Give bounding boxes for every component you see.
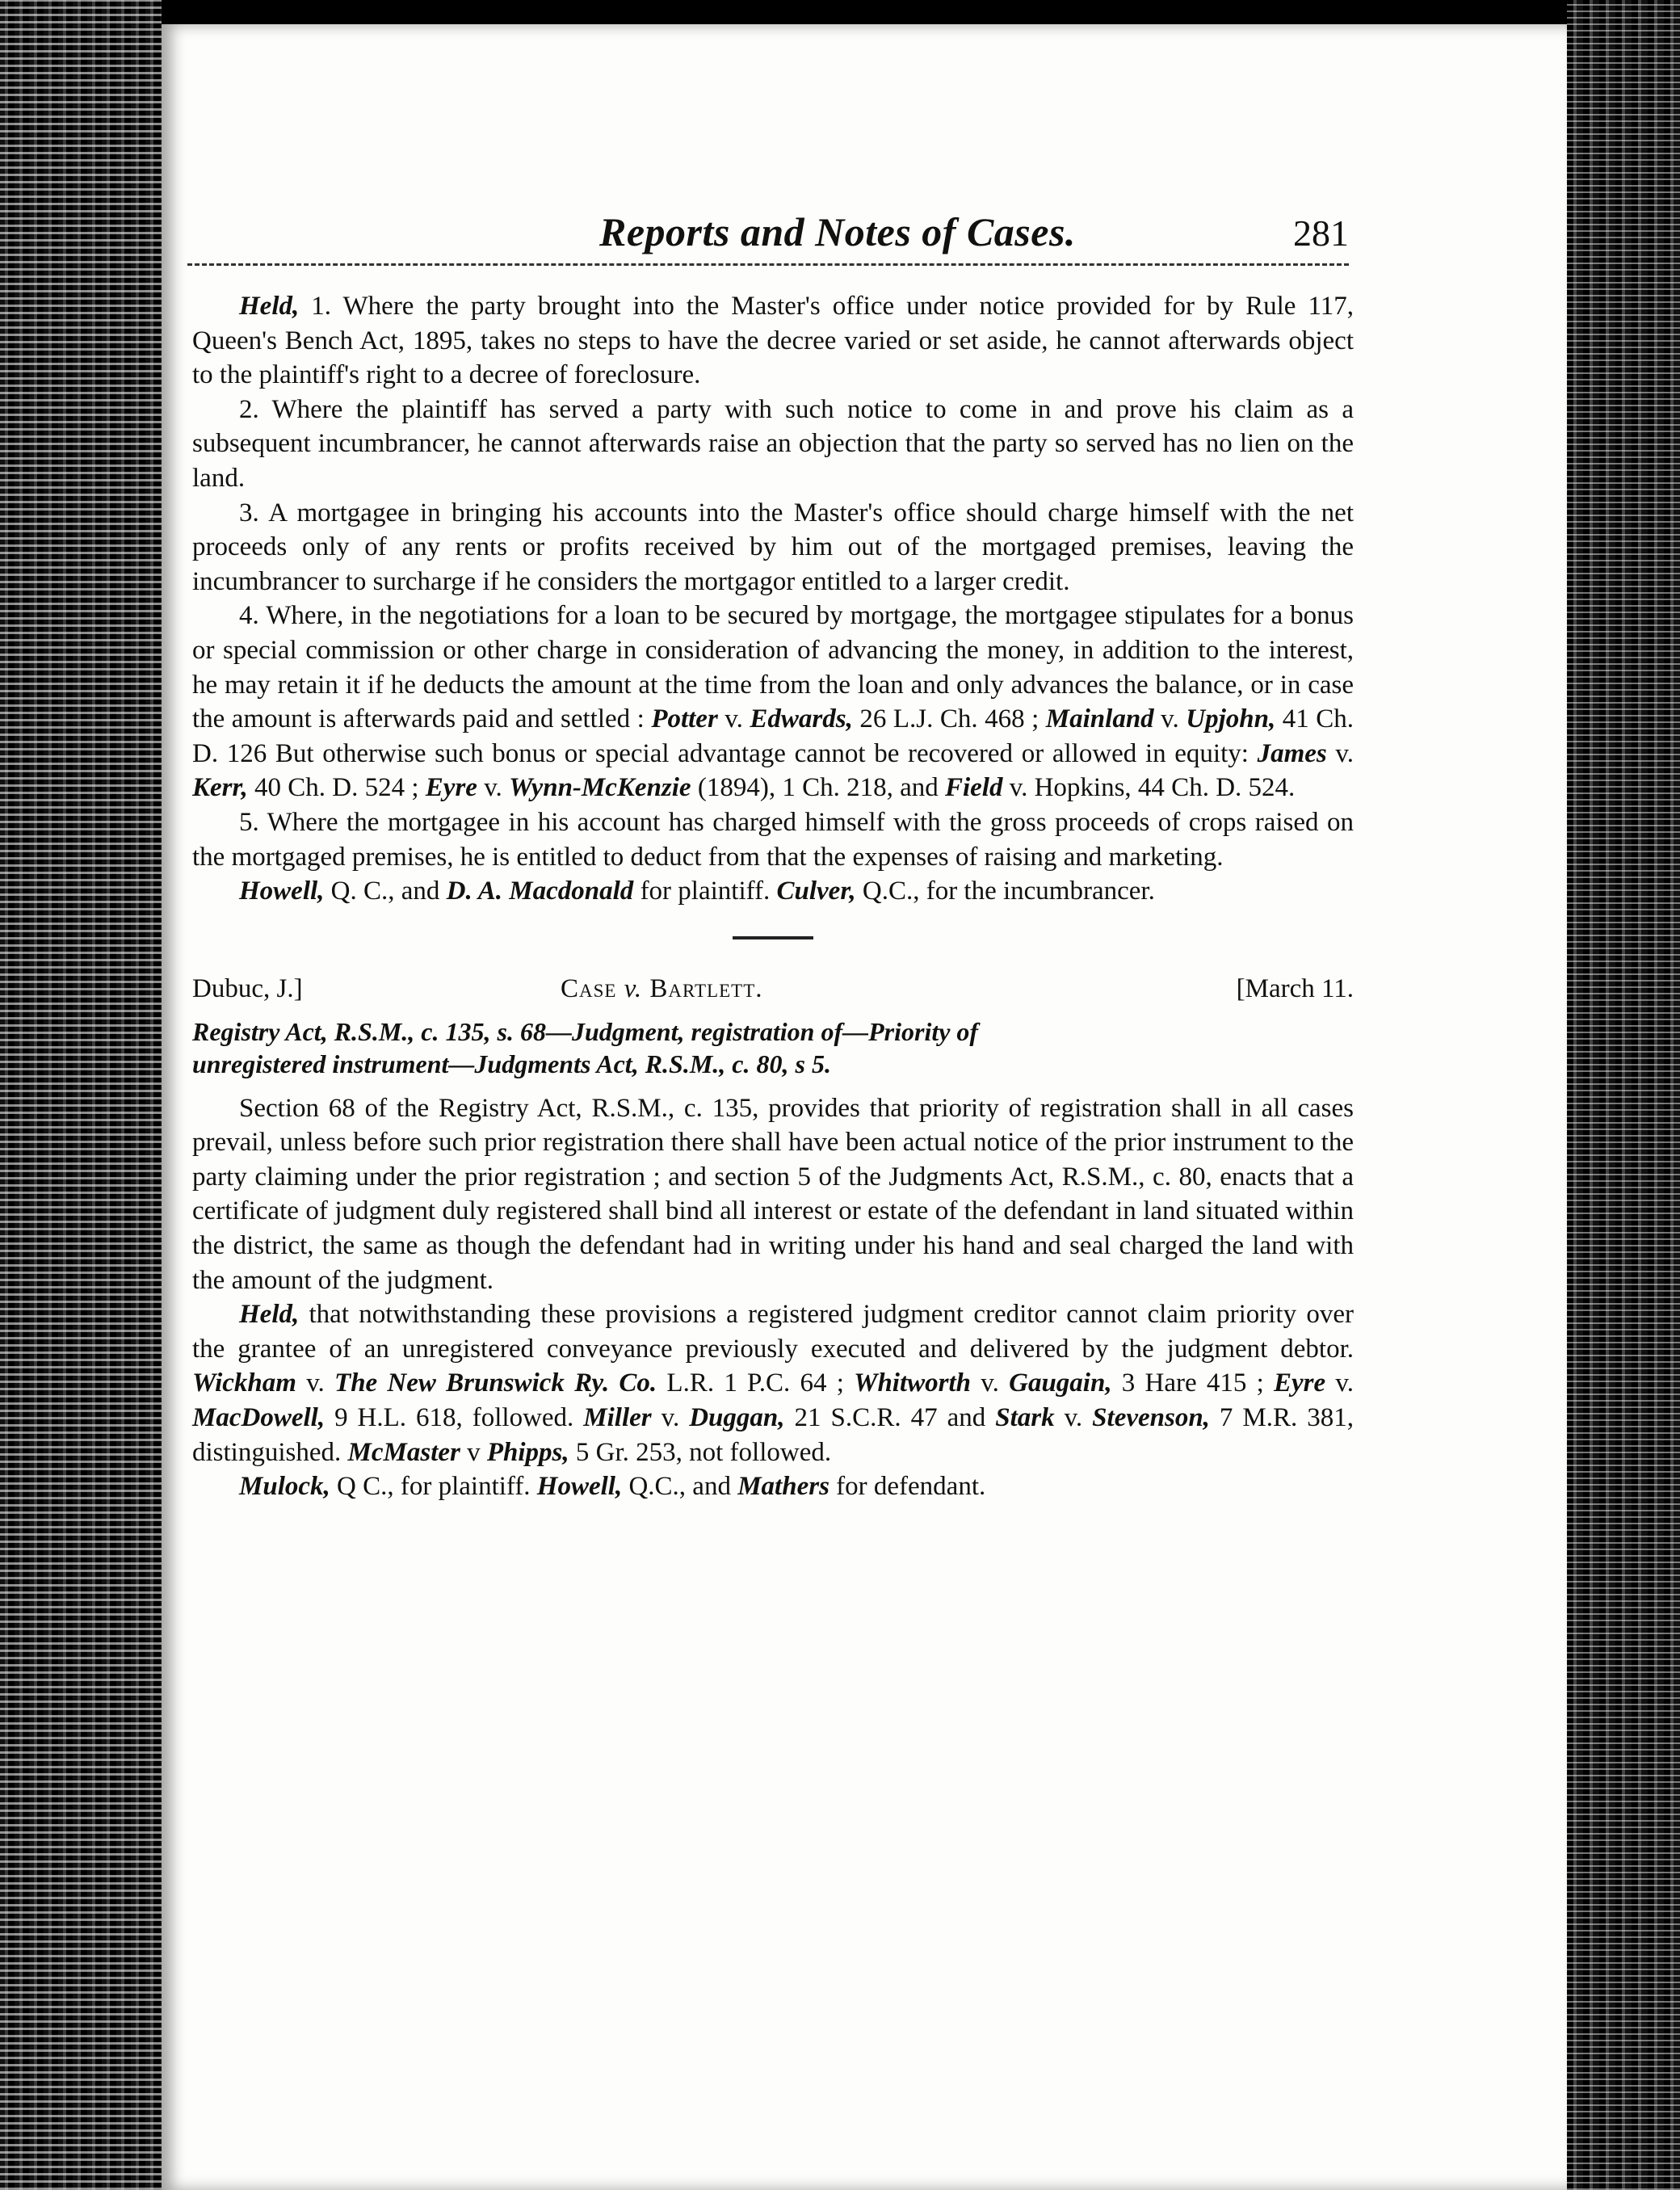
book-fore-edge <box>1567 0 1680 2190</box>
case-citation: Whitworth <box>854 1368 972 1398</box>
counsel-line-case2: Mulock, Q C., for plaintiff. Howell, Q.C., and Mathers for defendant. <box>239 1472 986 1502</box>
case-citation: Stark <box>995 1403 1055 1433</box>
counsel-name: Mulock, <box>239 1472 330 1502</box>
section-divider <box>733 936 813 939</box>
case-citation: Edwards, <box>750 704 853 734</box>
header-rule <box>187 263 1349 266</box>
case-citation: Duggan, <box>689 1403 785 1433</box>
case-citation: Wynn-McKenzie <box>509 773 691 803</box>
counsel-name: Howell, <box>536 1472 623 1502</box>
book-spine-edge <box>0 0 162 2190</box>
held-label: Held, <box>239 292 300 321</box>
held-paragraph-2: 2. Where the plaintiff has served a party with such notice to come in and prove his claim as a subsequent incumbrancer, he cannot afterwards raise an objection that the party so served has no lien on the land. <box>192 394 1354 493</box>
held-paragraph-5: 5. Where the mortgagee in his account has charged himself with the gross proceeds of crops raised on the mortgaged premises, he is entitled to deduct from that the expenses of raising and marketing. <box>192 807 1354 872</box>
counsel-name: Howell, <box>239 876 325 906</box>
section-paragraph: Section 68 of the Registry Act, R.S.M., c. 135, provides that priority of registration shall in all cases prevail, unless before such prior registration there shall have been actual notice of the prior instrument to the party claiming under the prior registration ; and section 5 of the Judgments Act, R.S.M., c. 80, enacts that a certificate of judgment duly registered shall bind all interest or estate of the defendant in land situated within the district, the same as though the defendant had in writing under his hand and seal charged the land with the amount of the judgment. <box>192 1093 1354 1295</box>
case-citation: Wickham <box>192 1368 296 1398</box>
case-citation: The New Brunswick Ry. Co. <box>334 1368 657 1398</box>
case-date: [March 11. <box>1236 973 1354 1003</box>
case-citation: Potter <box>651 704 718 734</box>
case-citation: Eyre <box>425 773 477 803</box>
case-citation: Stevenson, <box>1092 1403 1210 1433</box>
case-citation: McMaster <box>347 1437 460 1467</box>
case-citation: MacDowell, <box>192 1403 326 1433</box>
case-heading <box>192 972 1354 1011</box>
case-citation: Phipps, <box>486 1437 569 1467</box>
counsel-name: Mathers <box>737 1472 830 1502</box>
held-paragraph-case2: Held, that notwithstanding these provisions a registered judgment creditor cannot claim priority over the grantee of an unregistered conveyance previously executed and delivered by the judgment debtor. Wickham v. The New Brunswick Ry. Co. L.R. 1 P.C. 64 ; Whitworth v. Gaugain, 3 Hare 415 ; Eyre v. MacDowell, 9 H.L. 618, followed. Miller v. Duggan, 21 S.C.R. 47 and Stark v. Stevenson, 7 M.R. 381, distinguished. McMaster v Phipps, 5 Gr. 253, not followed. <box>192 1300 1354 1467</box>
case-citation: Mainland <box>1045 704 1154 734</box>
page-body <box>192 289 1354 1504</box>
case-headnote: Registry Act, R.S.M., c. 135, s. 68—Judgment, registration of—Priority of unregistered instrument—Judgments Act, R.S.M., c. 80, s 5. <box>192 1016 979 1078</box>
case-citation: Upjohn, <box>1186 704 1276 734</box>
held-label: Held, <box>239 1300 300 1330</box>
case-citation: Gaugain, <box>1009 1368 1112 1398</box>
case-citation: Field <box>944 773 1003 803</box>
running-header <box>187 178 1349 275</box>
case-name: Case v. Bartlett. <box>561 973 763 1003</box>
case-judge: Dubuc, J.] <box>192 973 303 1003</box>
running-title: Reports and Notes of Cases. <box>599 209 1076 254</box>
case-citation: James <box>1257 738 1327 768</box>
case-citation: Eyre <box>1274 1368 1326 1398</box>
counsel-name: D. A. Macdonald <box>446 876 634 906</box>
counsel-line: Howell, Q. C., and D. A. Macdonald for plaintiff. Culver, Q.C., for the incumbrancer. <box>239 876 1155 906</box>
held-paragraph-4: 4. Where, in the negotiations for a loan to be secured by mortgage, the mortgagee stipulates for a bonus or special commission or other charge in consideration of advancing the money, in addition to the interest, he may retain it if he deducts the amount at the time from the loan and only advances the balance, or in case the amount is afterwards paid and settled : Potter v. Edwards, 26 L.J. Ch. 468 ; Mainland v. Upjohn, 41 Ch. D. 126 But otherwise such bonus or special advantage cannot be recovered or allowed in equity: James v. Kerr, 40 Ch. D. 524 ; Eyre v. Wynn-McKenzie (1894), 1 Ch. 218, and Field v. Hopkins, 44 Ch. D. 524. <box>192 601 1354 803</box>
case-citation: Miller <box>583 1403 652 1433</box>
page-number: 281 <box>1293 212 1349 254</box>
held-paragraph-1: Held, 1. Where the party brought into the Master's office under notice provided for by Rule 117, Queen's Bench Act, 1895, takes no steps to have the decree varied or set aside, he cannot afterwards object to the plaintiff's right to a decree of foreclosure. <box>192 292 1354 390</box>
counsel-name: Culver, <box>776 876 856 906</box>
held-paragraph-3: 3. A mortgagee in bringing his accounts into the Master's office should charge himself with the net proceeds only of any rents or profits received by him out of the mortgaged premises, leaving the incumbrancer to surcharge if he considers the mortgagor entitled to a larger credit. <box>192 498 1354 596</box>
case-citation: Kerr, <box>192 773 248 803</box>
